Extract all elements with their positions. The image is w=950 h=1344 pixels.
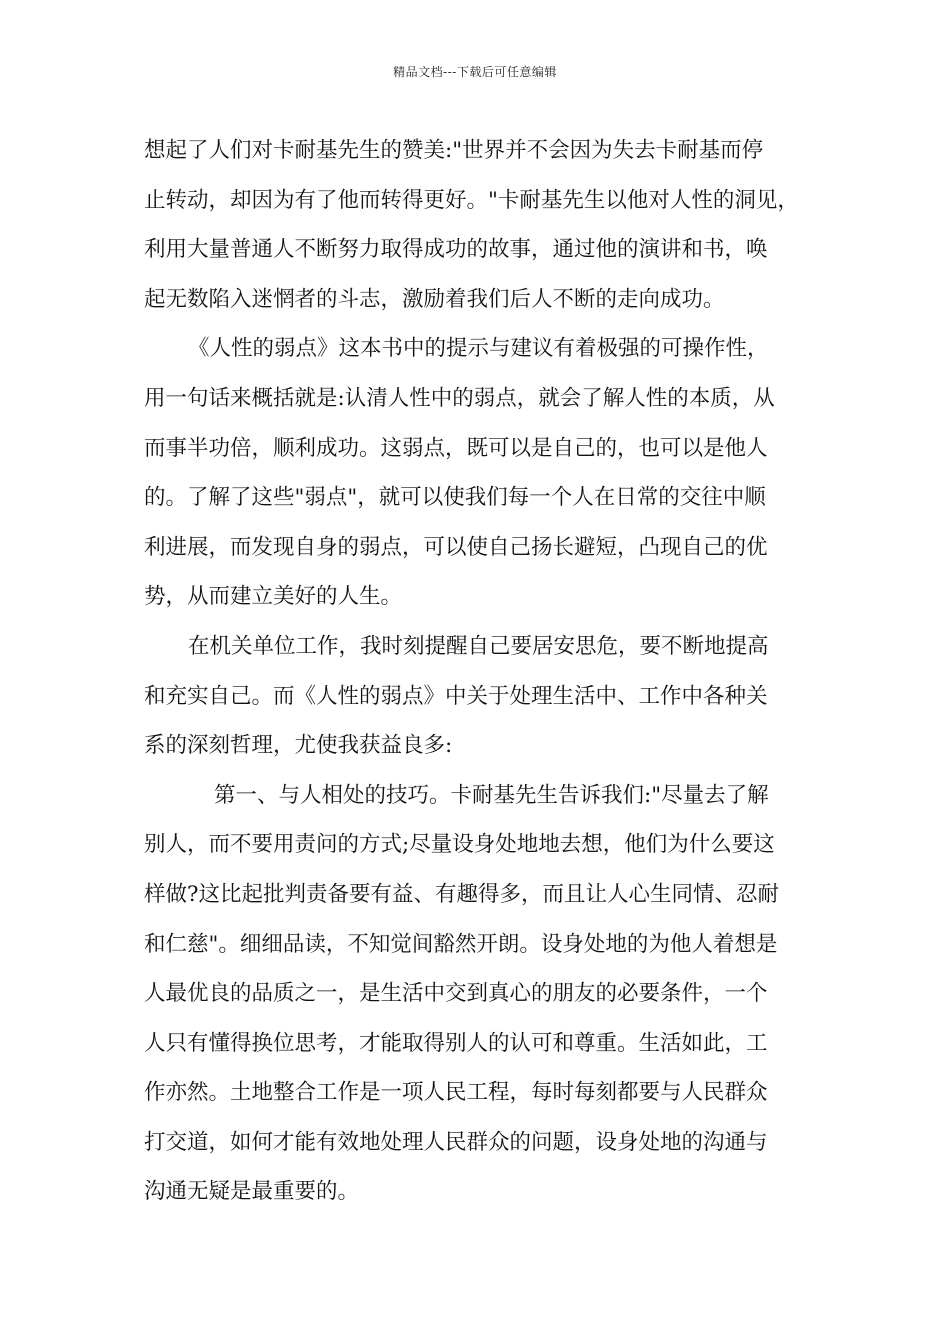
text-line: 想起了人们对卡耐基先生的赞美:"世界并不会因为失去卡耐基而停 [144,138,764,163]
text-line: 人只有懂得换位思考，才能取得别人的认可和尊重。生活如此，工 [144,1030,768,1056]
text-line: 和充实自己。而《人性的弱点》中关于处理生活中、工作中各种关 [144,683,768,709]
text-line: 起无数陷入迷惘者的斗志，激励着我们后人不断的走向成功。 [144,286,725,312]
text-line: 人最优良的品质之一，是生活中交到真心的朋友的必要条件，一个 [144,981,768,1007]
text-line: 第一、与人相处的技巧。卡耐基先生告诉我们:"尽量去了解 [214,782,769,808]
text-line: 《人性的弱点》这本书中的提示与建议有着极强的可操作性， [188,336,769,362]
text-line: 作亦然。土地整合工作是一项人民工程，每时每刻都要与人民群众 [144,1080,768,1106]
text-line: 利用大量普通人不断努力取得成功的故事，通过他的演讲和书，唤 [144,237,768,263]
text-line: 样做?这比起批判责备要有益、有趣得多，而且让人心生同情、忍耐 [144,881,780,907]
text-line: 在机关单位工作，我时刻提醒自己要居安思危，要不断地提高 [188,633,769,659]
text-line: 用一句话来概括就是:认清人性中的弱点，就会了解人性的本质，从 [144,385,775,411]
document-body [144,131,810,1222]
text-line: 系的深刻哲理，尤使我获益良多: [144,733,453,759]
text-line: 的。了解了这些"弱点"，就可以使我们每一个人在日常的交往中顺 [144,485,766,511]
text-line: 势，从而建立美好的人生。 [144,584,403,610]
page-header: 精品文档---下载后可任意编辑 [393,65,557,79]
text-line: 而事半功倍，顺利成功。这弱点，既可以是自己的，也可以是他人 [144,435,768,461]
text-line: 打交道，如何才能有效地处理人民群众的问题，设身处地的沟通与 [144,1129,768,1155]
text-line: 和仁慈"。细细品读，不知觉间豁然开朗。设身处地的为他人着想是 [144,931,778,957]
text-line: 别人，而不要用责问的方式;尽量设身处地地去想，他们为什么要这 [144,832,775,858]
text-line: 利进展，而发现自身的弱点，可以使自己扬长避短，凸现自己的优 [144,534,768,560]
text-line: 止转动，却因为有了他而转得更好。"卡耐基先生以他对人性的洞见， [144,187,799,213]
text-line: 沟通无疑是最重要的。 [144,1179,360,1205]
